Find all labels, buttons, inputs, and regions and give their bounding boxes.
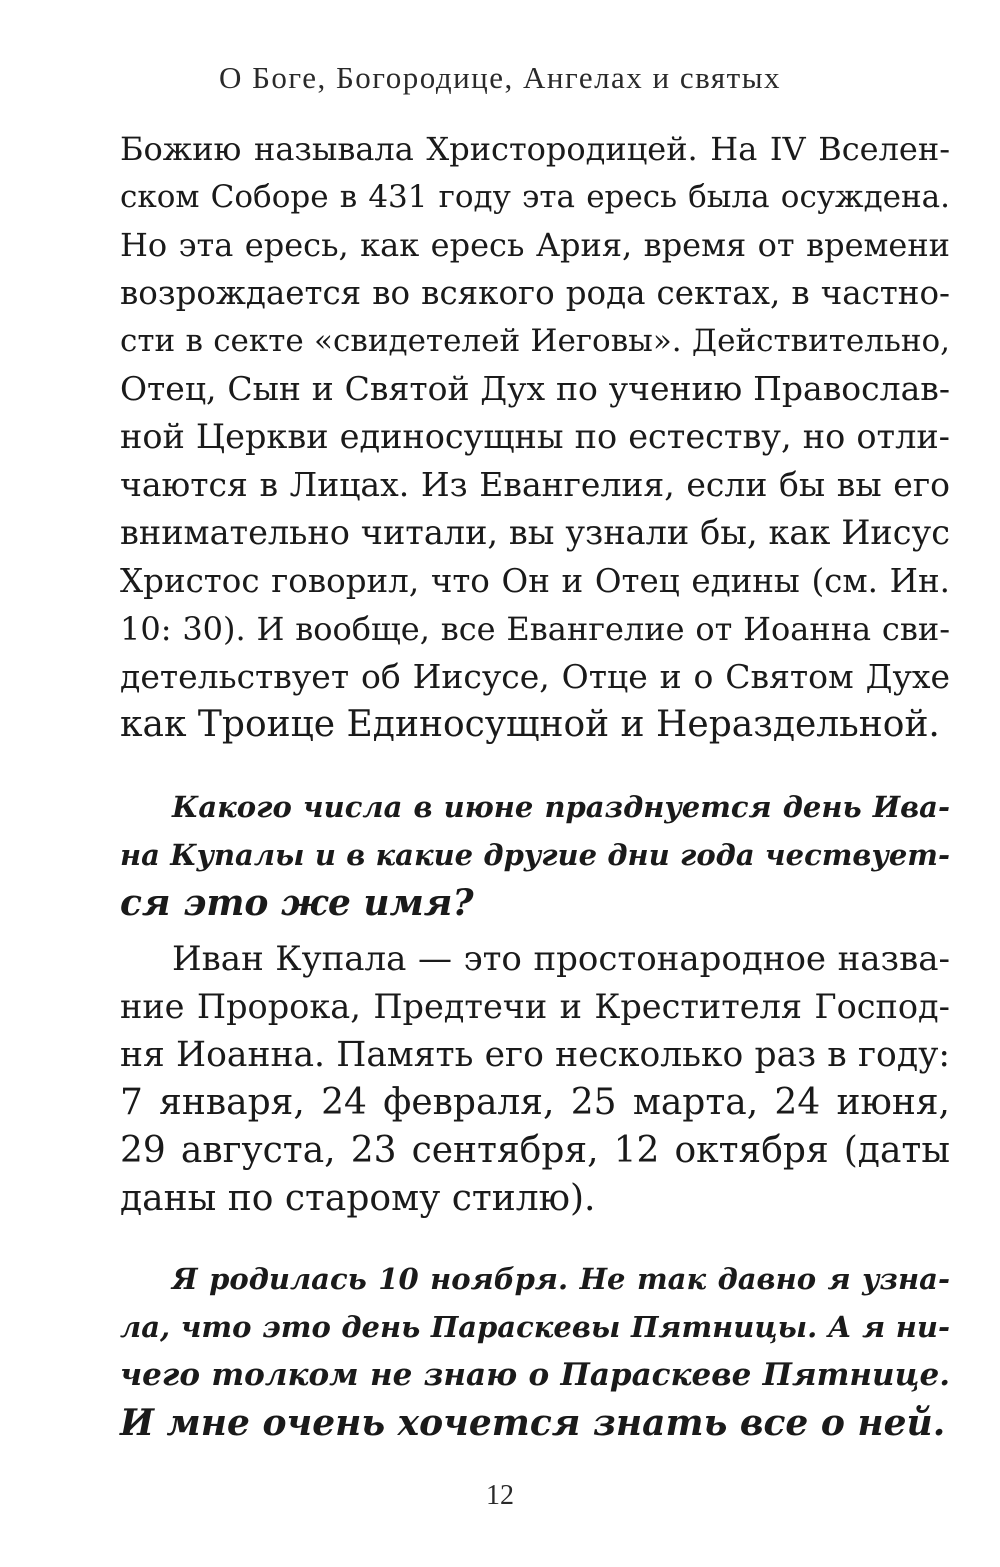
- text-line: ском Соборе в 431 году эта ересь была осуждена.: [120, 179, 950, 215]
- question-line: на Купалы и в какие другие дни года чествует-: [120, 838, 950, 872]
- question-line: чего толком не знаю о Параскеве Пятнице.: [120, 1357, 950, 1393]
- running-head-title: О Боге, Богородице, Ангелах и святых: [218, 60, 782, 95]
- text-line: Иван Купала — это простонародное назва-: [172, 939, 950, 979]
- text-line: 29 августа, 23 сентября, 12 октября (даты: [120, 1130, 950, 1171]
- page-number: 12: [486, 1480, 514, 1511]
- paragraph-heresy-trinity: [120, 125, 950, 749]
- answer-ivan-kupala: [120, 935, 950, 1223]
- question-line: Я родилась 10 ноября. Не так давно я узна-: [172, 1262, 950, 1296]
- text-line: ние Пророка, Предтечи и Крестителя Господ-: [120, 987, 950, 1026]
- question-line: И мне очень хочется знать все о ней.: [120, 1402, 946, 1444]
- text-line: 7 января, 24 февраля, 25 марта, 24 июня,: [120, 1082, 950, 1123]
- question-ivan-kupala: [120, 783, 950, 927]
- text-line: сти в секте «свидетелей Иеговы». Действительно,: [120, 323, 950, 359]
- text-line: 10: 30). И вообще, все Евангелие от Иоанна сви-: [120, 610, 950, 648]
- text-line: даны по старому стилю).: [120, 1178, 596, 1219]
- question-paraskeva: [120, 1255, 950, 1447]
- text-line: как Троице Единосущной и Нераздельной.: [120, 704, 940, 745]
- text-line: Но эта ересь, как ересь Ария, время от времени: [120, 226, 950, 264]
- question-line: ла, что это день Параскевы Пятницы. А я ни-: [120, 1310, 950, 1344]
- text-line: Отец, Сын и Святой Дух по учению Православ-: [120, 369, 950, 408]
- question-line: Какого числа в июне празднуется день Ива-: [172, 790, 950, 824]
- text-line: возрождается во всякого рода сектах, в частно-: [120, 274, 950, 312]
- text-line: внимательно читали, вы узнали бы, как Иисус: [120, 513, 950, 552]
- text-line: ной Церкви единосущны по естеству, но отли-: [120, 417, 950, 456]
- text-line: ня Иоанна. Память его несколько раз в году:: [120, 1035, 950, 1075]
- text-line: чаются в Лицах. Из Евангелия, если бы вы его: [120, 465, 950, 504]
- text-line: Божию называла Христородицей. На IV Вселен-: [120, 130, 950, 168]
- text-line: Христос говорил, что Он и Отец едины (см. Ин.: [120, 562, 950, 600]
- text-line: детельствует об Иисусе, Отце и о Святом Духе: [120, 657, 950, 696]
- question-line: ся это же имя?: [120, 882, 474, 924]
